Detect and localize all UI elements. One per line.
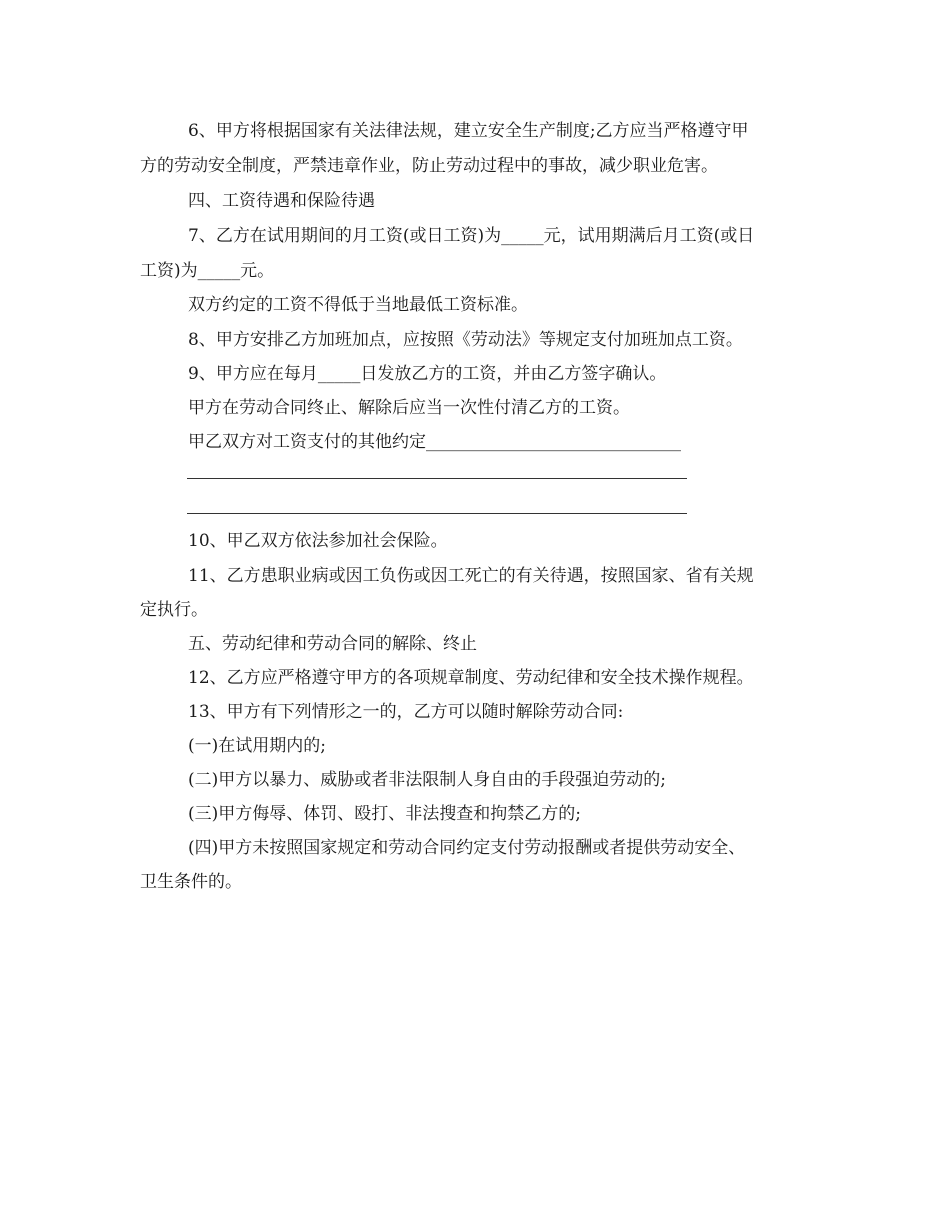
clause-7-line-2: 工资)为_____元。	[140, 261, 275, 281]
clause-13-item-4-line-2: 卫生条件的。	[140, 872, 242, 892]
clause-12: 12、乙方应严格遵守甲方的各项规章制度、劳动纪律和安全技术操作规程。	[188, 668, 754, 688]
clause-13-item-1: (一)在试用期内的;	[188, 736, 326, 756]
clause-7-line-1: 7、乙方在试用期间的月工资(或日工资)为_____元，试用期满后月工资(或日	[188, 226, 755, 246]
clause-11-line-1: 11、乙方患职业病或因工负伤或因工死亡的有关待遇，按照国家、省有关规	[188, 566, 754, 586]
other-agreements: 甲乙双方对工资支付的其他约定______________________________	[188, 432, 681, 452]
clause-13-item-4-line-1: (四)甲方未按照国家规定和劳动合同约定支付劳动报酬或者提供劳动安全、	[188, 838, 746, 858]
final-payment-note: 甲方在劳动合同终止、解除后应当一次性付清乙方的工资。	[188, 398, 630, 418]
minimum-wage-note: 双方约定的工资不得低于当地最低工资标准。	[188, 295, 528, 315]
clause-10: 10、甲乙双方依法参加社会保险。	[188, 531, 448, 551]
blank-rule-2	[187, 513, 687, 514]
clause-8: 8、甲方安排乙方加班加点，应按照《劳动法》等规定支付加班加点工资。	[188, 330, 743, 350]
clause-9: 9、甲方应在每月_____日发放乙方的工资，并由乙方签字确认。	[188, 364, 667, 384]
section-heading-discipline: 五、劳动纪律和劳动合同的解除、终止	[188, 634, 477, 654]
blank-rule-1	[187, 478, 687, 479]
clause-6-line-1: 6、甲方将根据国家有关法律法规，建立安全生产制度;乙方应当严格遵守甲	[188, 121, 749, 141]
clause-13: 13、甲方有下列情形之一的，乙方可以随时解除劳动合同:	[188, 702, 624, 722]
section-heading-wages: 四、工资待遇和保险待遇	[188, 191, 375, 211]
clause-13-item-2: (二)甲方以暴力、威胁或者非法限制人身自由的手段强迫劳动的;	[188, 770, 666, 790]
clause-11-line-2: 定执行。	[140, 600, 208, 620]
clause-6-line-2: 方的劳动安全制度，严禁违章作业，防止劳动过程中的事故，减少职业危害。	[140, 156, 718, 176]
clause-13-item-3: (三)甲方侮辱、体罚、殴打、非法搜查和拘禁乙方的;	[188, 804, 581, 824]
